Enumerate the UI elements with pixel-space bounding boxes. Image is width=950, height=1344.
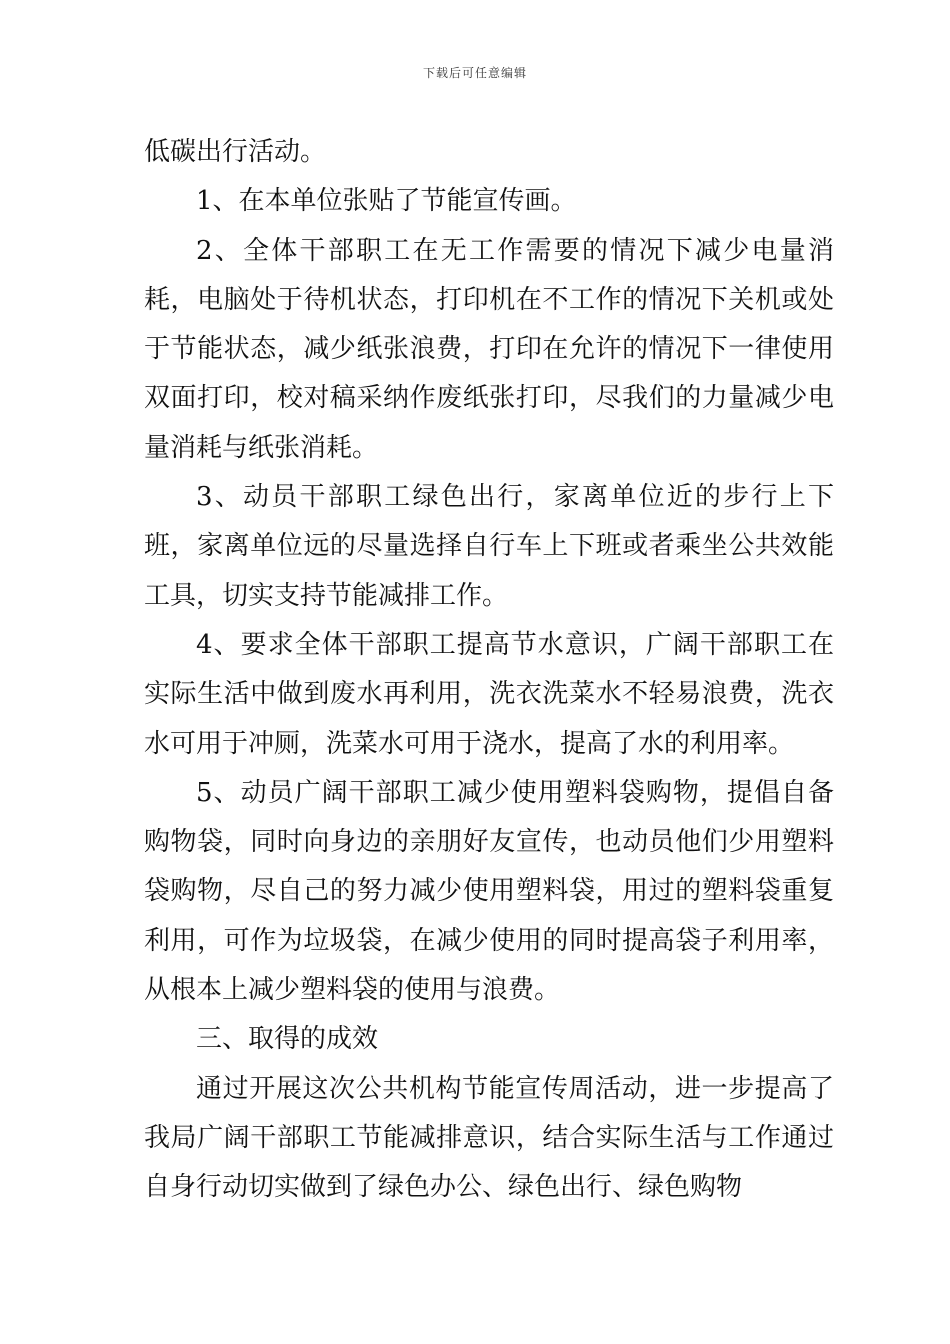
page-header: 下载后可任意编辑 [422, 66, 527, 80]
paragraph-item-1: 1、在本单位张贴了节能宣传画。 [196, 186, 577, 217]
paragraph-item-5: 5、动员广阔干部职工减少使用塑料袋购物，提倡自备购物袋，同时向身边的亲朋好友宣传，也动员他们少用塑料袋购物，尽自己的努力减少使用塑料袋，用过的塑料袋重复利用，可作为垃圾袋，在减少使用的同时提高袋子利用率，从根本上减少塑料袋的使用与浪费。 [144, 777, 834, 1006]
paragraph-item-2: 2、全体干部职工在无工作需要的情况下减少电量消耗，电脑处于待机状态，打印机在不工作的情况下关机或处于节能状态，减少纸张浪费，打印在允许的情况下一律使用双面打印，校对稿采纳作废纸张打印，尽我们的力量减少电量消耗与纸张消耗。 [144, 235, 834, 463]
section-heading-results: 三、取得的成效 [196, 1024, 379, 1055]
paragraph-intro: 低碳出行活动。 [144, 137, 327, 167]
paragraph-item-3: 3、动员干部职工绿色出行，家离单位近的步行上下班，家离单位远的尽量选择自行车上下班或者乘坐公共效能工具，切实支持节能减排工作。 [144, 482, 834, 611]
paragraph-item-4: 4、要求全体干部职工提高节水意识，广阔干部职工在实际生活中做到废水再利用，洗衣洗菜水不轻易浪费，洗衣水可用于冲厕，洗菜水可用于浇水，提高了水的利用率。 [144, 629, 834, 759]
paragraph-results: 通过开展这次公共机构节能宣传周活动，进一步提高了我局广阔干部职工节能减排意识，结合实际生活与工作通过自身行动切实做到了绿色办公、绿色出行、绿色购物 [144, 1073, 834, 1203]
document-body [144, 128, 834, 1213]
